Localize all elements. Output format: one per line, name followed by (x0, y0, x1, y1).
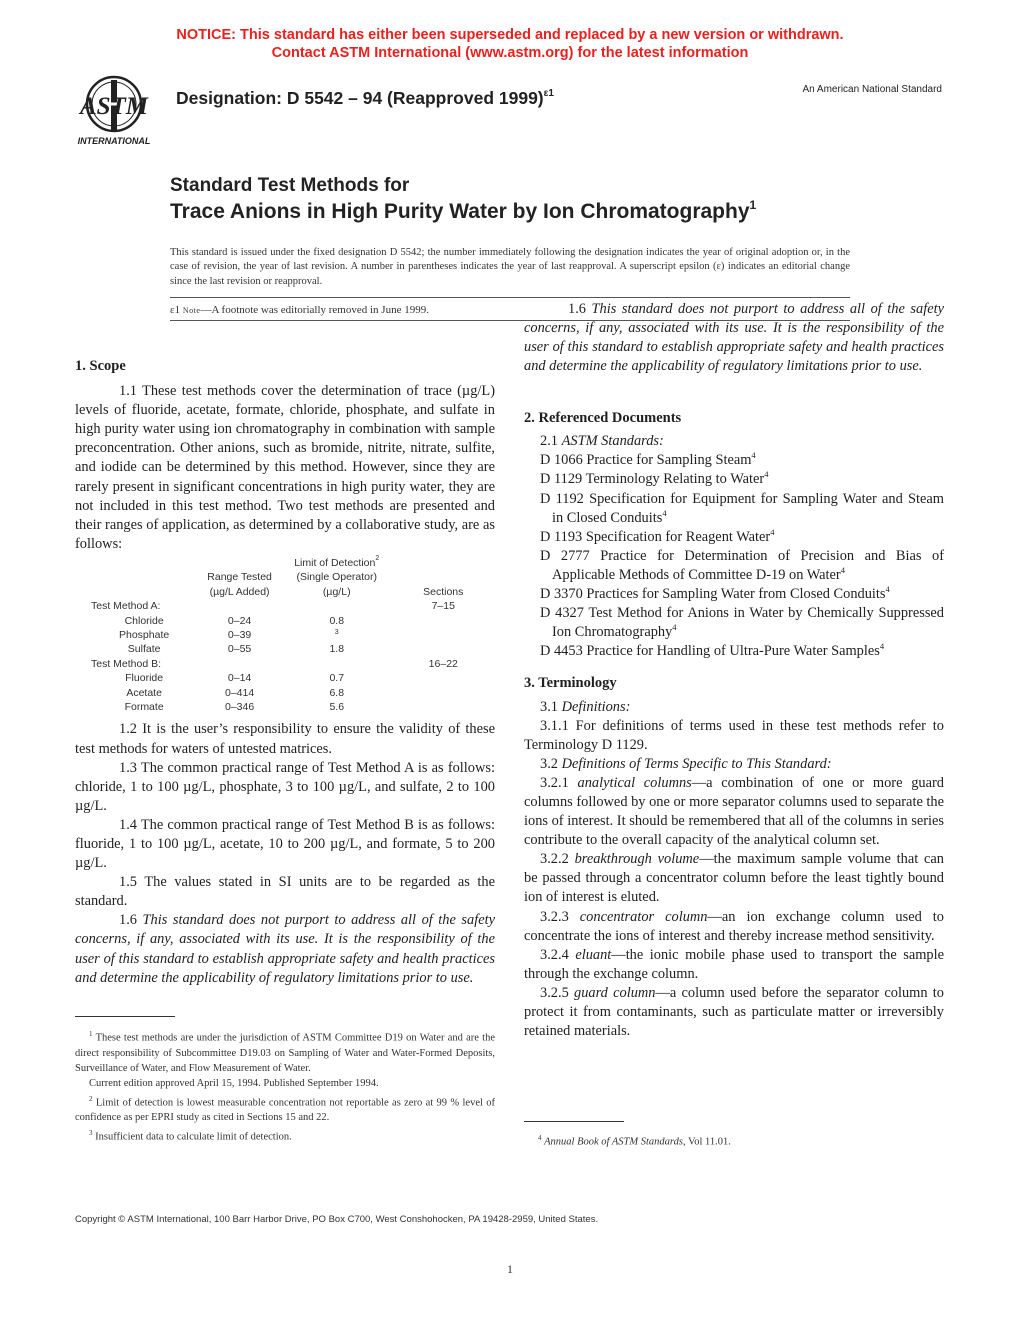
title-line-2: Trace Anions in High Purity Water by Ion Chromatography$^1$ (170, 198, 757, 223)
definition-3-2-5: 3.2.5 guard column—a column used before the separator column to protect it from contaminants, such as particulate matter or irreversibly retained materials. (524, 984, 944, 1040)
definition-3-2-2: 3.2.2 breakthrough volume—the maximum sample volume that can be passed through a concentrator column before the least tightly bound ion of interest is eluted. (524, 851, 944, 906)
list-item: D 2777 Practice for Determination of Precision and Bias of Applicable Methods of Committee D-19 on Water$^4$ (540, 547, 944, 583)
para-1-6-continued (524, 300, 944, 395)
title-line-1: Standard Test Methods for (170, 175, 410, 196)
table-row: Test Method A: 7–15 (91, 600, 455, 613)
table-row: Phosphate 0–39 3 (119, 628, 339, 641)
withdrawn-notice (0, 26, 1020, 62)
para-1-6: 1.6 This standard does not purport to address all of the safety concerns, if any, associated with its use. It is the responsibility of the user of this standard to establish appropriate safety and health practices and determine the applicability of regulatory limitations prior to use. (75, 912, 495, 986)
scope-heading: 1. Scope (75, 358, 126, 374)
issued-note: This standard is issued under the fixed designation D 5542; the number immediately following the designation indicates the year of original adoption or, in the case of revision, the year of last revision. A number in parentheses indicates the year of last reapproval. A superscript epsilon (ε) indicates an editorial change since the last revision or reapproval. (170, 247, 850, 287)
col-lod-1: Limit of Detection (294, 556, 376, 569)
list-item: D 1066 Practice for Sampling Steam$^4$ (540, 450, 756, 469)
footnote-3: $^3$ Insufficient data to calculate limit of detection. (89, 1128, 292, 1143)
para-3-1: 3.1 Definitions: (540, 698, 631, 715)
footnote-rule (75, 1016, 175, 1017)
divider (170, 297, 850, 298)
para-3-1-1: 3.1.1 For definitions of terms used in these test methods refer to Terminology D 1129. (524, 717, 944, 753)
table-row: Formate 0–346 5.6 (124, 701, 345, 713)
para-3-2: 3.2 Definitions of Terms Specific to This Standard: (540, 755, 832, 772)
list-item: D 1192 Specification for Equipment for Sampling Water and Steam in Closed Conduits$^4$ (540, 490, 944, 526)
notice-line-1: NOTICE: This standard has either been superseded and replaced by a new version or withdrawn. (176, 27, 844, 43)
list-item: D 4327 Test Method for Anions in Water by Chemically Suppressed Ion Chromatography$^4$ (540, 605, 944, 641)
table-row: Sulfate 0–55 1.8 (127, 643, 345, 656)
title-footnote-ref: 1 (749, 198, 757, 212)
col-range-1: Range Tested (207, 571, 272, 584)
list-item: D 3370 Practices for Sampling Water from Closed Conduits$^4$ (540, 584, 890, 603)
table-row: Acetate 0–414 6.8 (126, 686, 345, 699)
table-row: Chloride 0–24 0.8 (124, 614, 345, 627)
logo-letters: ASTM (79, 93, 149, 120)
list-item: D 1129 Terminology Relating to Water$^4$ (540, 469, 769, 488)
definition-3-2-1: 3.2.1 analytical columns—a combination of one or more guard columns followed by one or more separator columns used to separate the ions of interest. It should be remembered that all of the columns in series contribute to the overall capacity of the analytical column set. (524, 774, 945, 849)
american-national-standard: An American National Standard (802, 84, 942, 95)
para-1-1: 1.1 These test methods cover the determination of trace (µg/L) levels of fluoride, acetate, formate, chloride, phosphate, and sulfate in high purity water using ion chromatography in combination with sample preconcentration. Other anions, such as bromide, nitrite, nitrate, sulfite, and iodide can be determined by this method. However, since they are rarely present in significant concentrations in high purity water, they are not included in this test method. Two test methods are presented and their ranges of application, as determined by a collaborative study, are as follows: (75, 383, 495, 552)
referenced-heading: 2. Referenced Documents (524, 410, 682, 427)
astm-logo (66, 72, 162, 150)
footnote-2: $^2$ Limit of detection is lowest measurable concentration not reportable as zero at 99 % level of confidence as per EPRI study as cited in Sections 15 and 22. (75, 1094, 496, 1124)
col-lod-3: (µg/L) (322, 585, 351, 598)
col-lod-2: (Single Operator) (296, 571, 378, 584)
designation-epsilon: ε1 (543, 88, 554, 99)
copyright: Copyright © ASTM International, 100 Barr Harbor Drive, PO Box C700, West Conshohocken, PA 19428-2959, United States. (75, 1214, 599, 1225)
para-1-6: 1.6 This standard does not purport to address all of the safety concerns, if any, associated with its use. It is the responsibility of the user of this standard to establish appropriate safety and health practices and determine the applicability of regulatory limitations prior to use. (524, 300, 944, 374)
footnotes-left (75, 1027, 495, 1145)
para-2-1: 2.1 ASTM Standards: (540, 433, 664, 450)
left-column (75, 357, 495, 986)
definition-3-2-4: 3.2.4 eluant—the ionic mobile phase used to transport the sample through the exchange column. (524, 946, 944, 982)
footnote-rule (524, 1121, 624, 1122)
right-column (524, 300, 945, 1041)
footnote-1b: Current edition approved April 15, 1994. Published September 1994. (89, 1078, 379, 1090)
page-number: 1 (507, 1262, 513, 1276)
notice-line-2: Contact ASTM International (www.astm.org) for the latest information (271, 45, 749, 61)
col-range-2: (µg/L Added) (209, 585, 270, 598)
terminology-heading: 3. Terminology (524, 675, 617, 692)
editorial-note: ε1 Note—A footnote was editorially removed in June 1999. (170, 304, 429, 316)
para-1-3: 1.3 The common practical range of Test Method A is as follows: chloride, 1 to 100 µg/L, phosphate, 3 to 100 µg/L, and sulfate, 2 to 100 µg/L. (75, 759, 495, 814)
footnote-4: $^4$ Annual Book of ASTM Standards, Vol 11.01. (538, 1134, 731, 1148)
footnote-1: $^1$ These test methods are under the jurisdiction of ASTM Committee D19 on Water and are the direct responsibility of Subcommittee D19.03 on Sampling of Water and Water-Formed Deposits, Surveillance of Water, and Flow Measurement of Water. (75, 1030, 496, 1075)
table-row: Fluoride 0–14 0.7 (125, 672, 345, 685)
referenced-list (524, 451, 944, 661)
col-sections: Sections (423, 585, 464, 598)
list-item: D 1193 Specification for Reagent Water$^4$ (540, 526, 775, 545)
definition-3-2-3: 3.2.3 concentrator column—an ion exchange column used to concentrate the ions of interest and thereby increase method sensitivity. (524, 908, 944, 944)
list-item: D 4453 Practice for Handling of Ultra-Pure Water Samples$^4$ (540, 641, 885, 660)
detection-table: Limit of Detection$^2$ Range Tested (Single Operator) (µg/L Added) (µg/L) Sections Test Method A: 7–15 Chloride 0–24 0.8 Phosphate 0–39 3 Sulfate 0–55 1.8 Test Method B: 16–22 Fluoride 0–14 0.7 Acetate 0–414 6.8 Formate 0–346 5.6 (91, 556, 495, 714)
designation (176, 88, 554, 109)
para-1-5: 1.5 The values stated in SI units are to be regarded as the standard. (75, 874, 495, 910)
para-1-4: 1.4 The common practical range of Test Method B is as follows: fluoride, 1 to 100 µg/L, acetate, 10 to 200 µg/L, and formate, 5 to 200 µg/L. (75, 816, 495, 872)
para-1-2: 1.2 It is the user’s responsibility to ensure the validity of these test methods for waters of untested matrices. (75, 721, 495, 757)
table-row: Test Method B: 16–22 (91, 657, 458, 670)
designation-text: Designation: D 5542 – 94 (Reapproved 1999) (176, 88, 544, 108)
logo-subtext: INTERNATIONAL (77, 136, 151, 146)
